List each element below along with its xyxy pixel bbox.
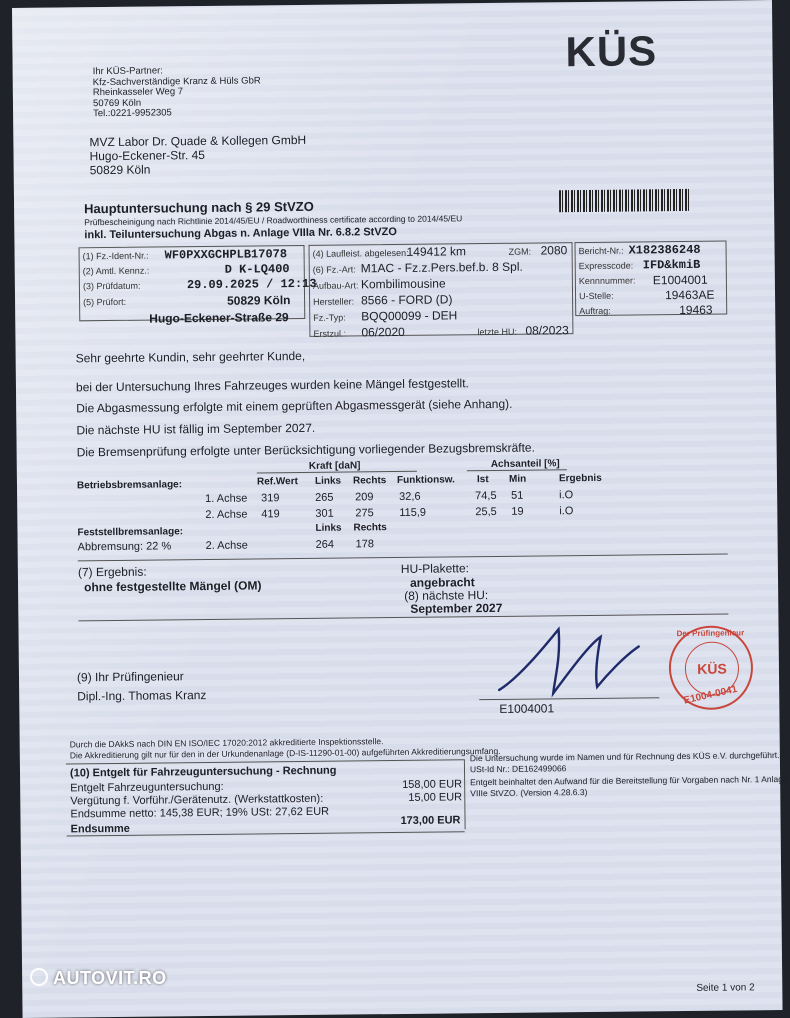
kennnummer-label: Kennnummer: xyxy=(578,275,636,287)
result-label: (7) Ergebnis: xyxy=(77,564,147,580)
last-hu-label: letzte HU: xyxy=(477,326,517,338)
brake-row-2-ref: 419 xyxy=(261,508,280,521)
ustelle-label: U-Stelle: xyxy=(578,290,614,302)
place-label: (5) Prüfort: xyxy=(83,296,127,308)
doc-title: Hauptuntersuchung nach § 29 StVZO xyxy=(84,198,314,217)
expresscode-label: Expresscode: xyxy=(578,260,634,272)
partner-street: Rheinkasseler Weg 7 xyxy=(92,86,184,99)
ident-label: (1) Fz.-Ident-Nr.: xyxy=(82,250,149,262)
report-no-label: Bericht-Nr.: xyxy=(578,245,624,257)
recipient-city: 50829 Köln xyxy=(89,162,151,178)
next-hu-label: (8) nächste HU: xyxy=(404,588,489,603)
plate-label: (2) Amtl. Kennz.: xyxy=(82,265,150,277)
doc-subtitle-2: inkl. Teiluntersuchung Abgas n. Anlage VIIIa Nr. 6.8.2 StVZO xyxy=(84,225,397,242)
maker-value: 8566 - FORD (D) xyxy=(361,292,453,308)
model-value: BQQ00099 - DEH xyxy=(361,308,458,324)
inspector-name: Dipl.-Ing. Thomas Kranz xyxy=(77,688,207,704)
letter-p1: bei der Untersuchung Ihres Fahrzeuges wurden keine Mängel festgestellt. xyxy=(75,376,469,395)
brake-row-2-left: 301 xyxy=(315,507,334,520)
brake-row-2-axle: 2. Achse xyxy=(205,508,248,522)
col-ref: Ref.Wert xyxy=(256,476,298,488)
col-result: Ergebnis xyxy=(558,472,602,485)
kus-logo: KÜS xyxy=(565,27,658,76)
col-actual: Ist xyxy=(476,474,489,486)
maker-label: Hersteller: xyxy=(313,296,355,307)
fees-net: Endsumme netto: 145,38 EUR; 19% USt: 27,62 EUR xyxy=(70,805,330,821)
report-no-value: X182386248 xyxy=(628,242,701,258)
mileage-label: (4) Laufleist. abgelesen: xyxy=(312,247,409,259)
brake-row-1-left: 265 xyxy=(315,491,334,504)
model-label: Fz.-Typ: xyxy=(313,312,346,323)
inspector-label: (9) Ihr Prüfingenieur xyxy=(76,669,184,685)
next-hu-value: September 2027 xyxy=(410,600,503,616)
brake-row-1-ref: 319 xyxy=(261,492,280,505)
watermark-icon xyxy=(30,968,48,986)
kennnummer-value: E1004001 xyxy=(652,272,708,288)
zgm-label: ZGM: xyxy=(508,246,532,257)
greeting: Sehr geehrte Kundin, sehr geehrter Kunde, xyxy=(75,348,306,366)
ustelle-value: 19463AE xyxy=(664,287,715,303)
place-street: Hugo-Eckener-Straße 29 xyxy=(149,310,289,326)
order-value: 19463 xyxy=(679,302,713,318)
col-min: Min xyxy=(508,473,527,485)
parking-left: 264 xyxy=(315,538,335,551)
stamp-center-text: KÜS xyxy=(685,641,740,696)
col-func: Funktionsw. xyxy=(396,474,455,486)
letter-p4: Die Bremsenprüfung erfolgte unter Berücksichtigung vorliegender Bezugsbremskräfte. xyxy=(76,440,535,460)
stamp-bottom-text: E1004-0041 xyxy=(682,683,739,707)
axle-share-header: Achsanteil [%] xyxy=(490,458,560,471)
date-label: (3) Prüfdatum: xyxy=(82,280,141,292)
signature xyxy=(488,616,659,703)
brake-row-2-result: i.O xyxy=(559,505,574,518)
hu-plate-value: angebracht xyxy=(409,575,475,590)
body-label: Aufbau-Art: xyxy=(312,280,359,291)
parking-right: 178 xyxy=(355,538,375,551)
barcode xyxy=(559,189,689,212)
partner-block xyxy=(93,65,261,119)
brake-row-1-func: 32,6 xyxy=(399,490,421,503)
partner-label: Ihr KÜS-Partner: xyxy=(92,65,163,78)
body-value: Kombilimousine xyxy=(360,276,446,292)
partner-phone: Tel.:0221-9952305 xyxy=(93,107,172,120)
fees-total-label: Endsumme xyxy=(70,822,130,836)
fees-title: (10) Entgelt für Fahrzeuguntersuchung - Rechnung xyxy=(69,764,337,780)
watermark-text: AUTOVIT.RO xyxy=(53,968,167,988)
first-reg-label: Erstzul.: xyxy=(313,328,346,339)
parking-axle: 2. Achse xyxy=(205,539,248,553)
col-right: Rechts xyxy=(352,475,387,487)
parking-brake-label: Feststellbremsanlage: xyxy=(77,526,184,539)
brake-row-2-right: 275 xyxy=(355,507,374,520)
autovit-watermark xyxy=(30,968,167,989)
fee-2-value: 15,00 EUR xyxy=(408,791,463,804)
col-left: Links xyxy=(314,475,342,487)
fee-1-value: 158,00 EUR xyxy=(402,778,463,791)
letter-p3: Die nächste HU ist fällig im September 2027. xyxy=(76,420,316,438)
ident-value: WF0PXXGCHPLB17078 xyxy=(164,247,288,263)
brake-row-2-actual: 25,5 xyxy=(475,505,497,519)
place-city: 50829 Köln xyxy=(227,293,291,308)
expresscode-value: IFD&kmiB xyxy=(642,257,701,273)
type-label: (6) Fz.-Art: xyxy=(312,264,356,275)
fee-2-label: Vergütung f. Vorführ./Gerätenutz. (Werkstattkosten): xyxy=(70,792,324,808)
accreditation-line-2: Die Akkreditierung gilt nur für den in der Urkundenanlage (D-IS-11290-01-00) aufgeführten Akkreditierungsumfang. xyxy=(69,745,501,761)
brake-row-1-min: 51 xyxy=(511,489,524,502)
type-value: M1AC - Fz.z.Pers.bef.b. 8 Spl. xyxy=(360,259,523,276)
fees-note-4: VIIIe StVZO. (Version 4.28.6.3) xyxy=(470,787,588,799)
letter-p2: Die Abgasmessung erfolgte mit einem geprüften Abgasmessgerät (siehe Anhang). xyxy=(76,396,513,416)
fees-note-1: Die Untersuchung wurde im Namen und für Rechnung des KÜS e.V. durchgeführt. xyxy=(469,750,780,764)
brake-row-1-axle: 1. Achse xyxy=(205,492,248,506)
recipient-name: MVZ Labor Dr. Quade & Kollegen GmbH xyxy=(89,132,307,150)
result-value: ohne festgestellte Mängel (OM) xyxy=(83,578,262,595)
doc-subtitle: Prüfbescheinigung nach Richtlinie 2014/45/EU / Roadworthiness certificate according to 2014/45/EU xyxy=(84,213,463,228)
certificate-sheet xyxy=(12,0,788,1018)
stamp-top-text: Der Prüfingenieur xyxy=(676,628,745,639)
braking-rate: Abbremsung: 22 % xyxy=(77,540,172,554)
first-reg-value: 06/2020 xyxy=(361,324,405,340)
parking-col-left: Links xyxy=(315,522,342,534)
inspector-id: E1004001 xyxy=(499,701,555,716)
brake-row-1-right: 209 xyxy=(355,491,374,504)
order-label: Auftrag: xyxy=(579,305,611,317)
accreditation-line-1: Durch die DAkkS nach DIN EN ISO/IEC 17020:2012 akkreditierte Inspektionsstelle. xyxy=(69,736,384,750)
brake-row-1-result: i.O xyxy=(559,489,574,502)
brake-row-2-min: 19 xyxy=(511,505,524,518)
partner-name: Kfz-Sachverständige Kranz & Hüls GbR xyxy=(92,74,261,88)
brake-row-2-func: 115,9 xyxy=(399,506,427,519)
page-number: Seite 1 von 2 xyxy=(696,982,755,994)
inspector-stamp xyxy=(669,625,754,710)
plate-value: D K-LQ400 xyxy=(224,262,290,277)
last-hu-value: 08/2023 xyxy=(525,323,569,338)
date-value: 29.09.2025 / 12:13 xyxy=(186,276,317,293)
fees-note-2: USt-Id Nr.: DE162499066 xyxy=(469,763,567,775)
fees-note-3: Entgelt beinhaltet den Aufwand für die Bereitstellung für Vorgaben nach Nr. 1 Anlage xyxy=(470,773,788,788)
fees-total-value: 173,00 EUR xyxy=(400,814,461,827)
force-header: Kraft [daN] xyxy=(308,460,361,472)
recipient-block xyxy=(89,133,306,177)
zgm-value: 2080 xyxy=(540,243,568,258)
parking-col-right: Rechts xyxy=(353,522,387,534)
partner-city: 50769 Köln xyxy=(92,97,142,109)
service-brake-label: Betriebsbremsanlage: xyxy=(76,479,183,492)
recipient-street: Hugo-Eckener-Str. 45 xyxy=(89,147,206,164)
hu-plate-label: HU-Plakette: xyxy=(400,561,469,576)
fee-1-label: Entgelt Fahrzeuguntersuchung: xyxy=(70,780,224,795)
brake-row-1-actual: 74,5 xyxy=(475,489,497,503)
mileage-value: 149412 km xyxy=(406,244,467,259)
